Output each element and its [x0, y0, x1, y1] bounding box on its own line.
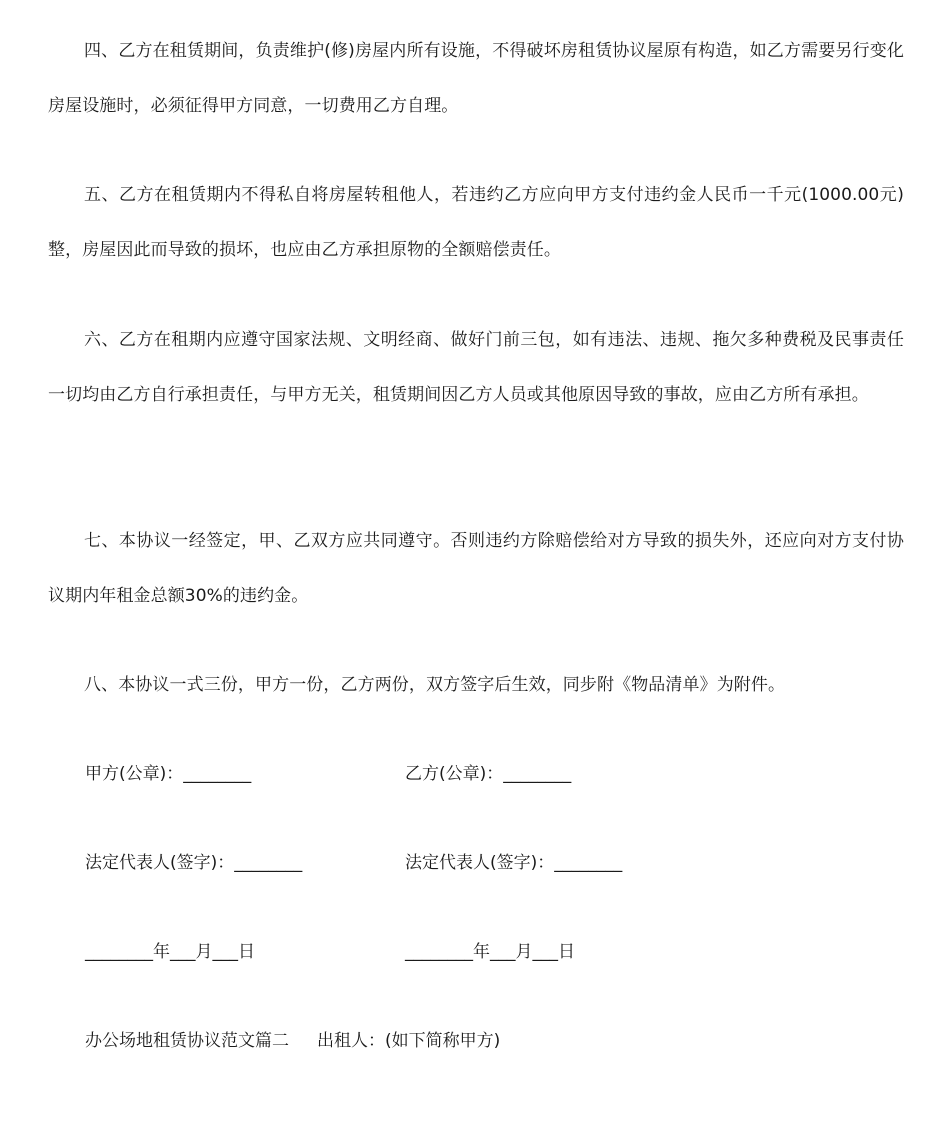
party-b-date: ________年___月___日: [405, 942, 575, 962]
signature-date-row: [85, 937, 905, 967]
clause-7: 七、本协议一经签定，甲、乙双方应共同遵守。否则违约方除赔偿给对方导致的损失外，还应向对方支付协议期内年租金总额30%的违约金。: [48, 531, 904, 606]
party-a-seal: 甲方(公章)：________: [85, 764, 252, 784]
clause-4: 四、乙方在租赁期间，负责维护(修)房屋内所有设施，不得破坏房租赁协议屋原有构造，如乙方需要另行变化房屋设施时，必须征得甲方同意，一切费用乙方自理。: [48, 41, 904, 116]
next-section-title: 办公场地租赁协议范文篇二: [85, 1031, 289, 1051]
party-a-date: ________年___月___日: [85, 942, 255, 962]
next-section-lessor: 出租人：(如下简称甲方): [317, 1031, 501, 1051]
party-b-seal: 乙方(公章)：________: [405, 764, 572, 784]
clause-6: 六、乙方在租期内应遵守国家法规、文明经商、做好门前三包，如有违法、违规、拖欠多种费税及民事责任一切均由乙方自行承担责任，与甲方无关，租赁期间因乙方人员或其他原因导致的事故，应由乙方所有承担。: [48, 330, 904, 405]
clause-8: 八、本协议一式三份，甲方一份，乙方两份，双方签字后生效，同步附《物品清单》为附件。: [84, 675, 786, 695]
party-b-representative: 法定代表人(签字)：________: [405, 853, 623, 873]
signature-representative-row: [85, 848, 905, 878]
party-a-representative: 法定代表人(签字)：________: [85, 853, 303, 873]
signature-seal-row: [85, 759, 905, 789]
next-section-line: [85, 1026, 905, 1056]
clause-5: 五、乙方在租赁期内不得私自将房屋转租他人，若违约乙方应向甲方支付违约金人民币一千元(1000.00元)整，房屋因此而导致的损坏，也应由乙方承担原物的全额赔偿责任。: [48, 185, 904, 260]
